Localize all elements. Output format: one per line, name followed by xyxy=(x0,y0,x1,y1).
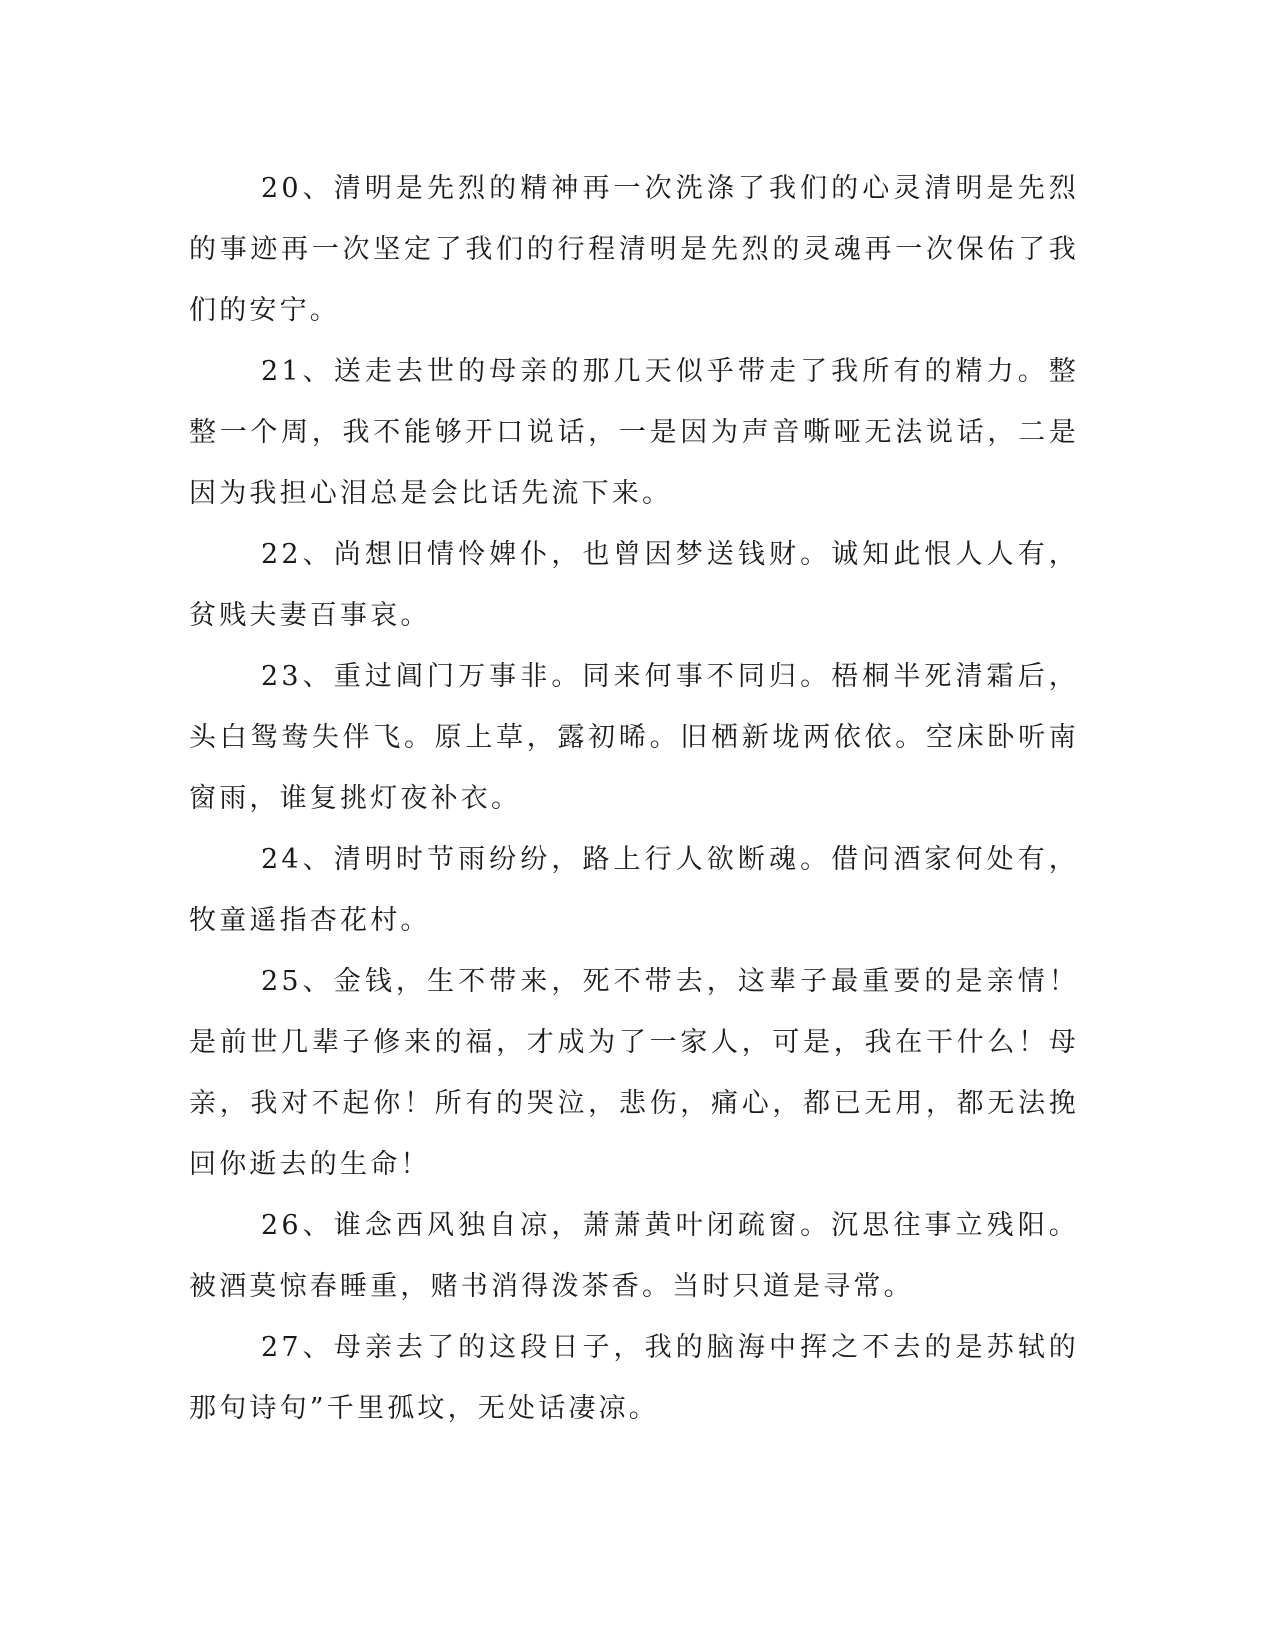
paragraph-24: 24、清明时节雨纷纷，路上行人欲断魂。借问酒家何处有，牧童遥指杏花村。 xyxy=(189,844,1079,936)
paragraph-21: 21、送走去世的母亲的那几天似乎带走了我所有的精力。整整一个周，我不能够开口说话，一是因为声音嘶哑无法说话，二是因为我担心泪总是会比话先流下来。 xyxy=(189,356,1079,509)
paragraph-22: 22、尚想旧情怜婢仆，也曾因梦送钱财。诚知此恨人人有，贫贱夫妻百事哀。 xyxy=(189,539,1079,631)
paragraph-20: 20、清明是先烈的精神再一次洗涤了我们的心灵清明是先烈的事迹再一次坚定了我们的行程清明是先烈的灵魂再一次保佑了我们的安宁。 xyxy=(189,173,1079,326)
paragraph-23: 23、重过阊门万事非。同来何事不同归。梧桐半死清霜后，头白鸳鸯失伴飞。原上草，露初晞。旧栖新垅两依依。空床卧听南窗雨，谁复挑灯夜补衣。 xyxy=(189,661,1079,814)
document-body xyxy=(189,158,1079,1439)
paragraph-27: 27、母亲去了的这段日子，我的脑海中挥之不去的是苏轼的那句诗句”千里孤坟，无处话凄凉。 xyxy=(189,1332,1079,1424)
paragraph-25: 25、金钱，生不带来，死不带去，这辈子最重要的是亲情！是前世几辈子修来的福，才成为了一家人，可是，我在干什么！母亲，我对不起你！所有的哭泣，悲伤，痛心，都已无用，都无法挽回你逝去的生命！ xyxy=(189,966,1079,1180)
paragraph-26: 26、谁念西风独自凉，萧萧黄叶闭疏窗。沉思往事立残阳。被酒莫惊春睡重，赌书消得泼茶香。当时只道是寻常。 xyxy=(189,1210,1079,1302)
